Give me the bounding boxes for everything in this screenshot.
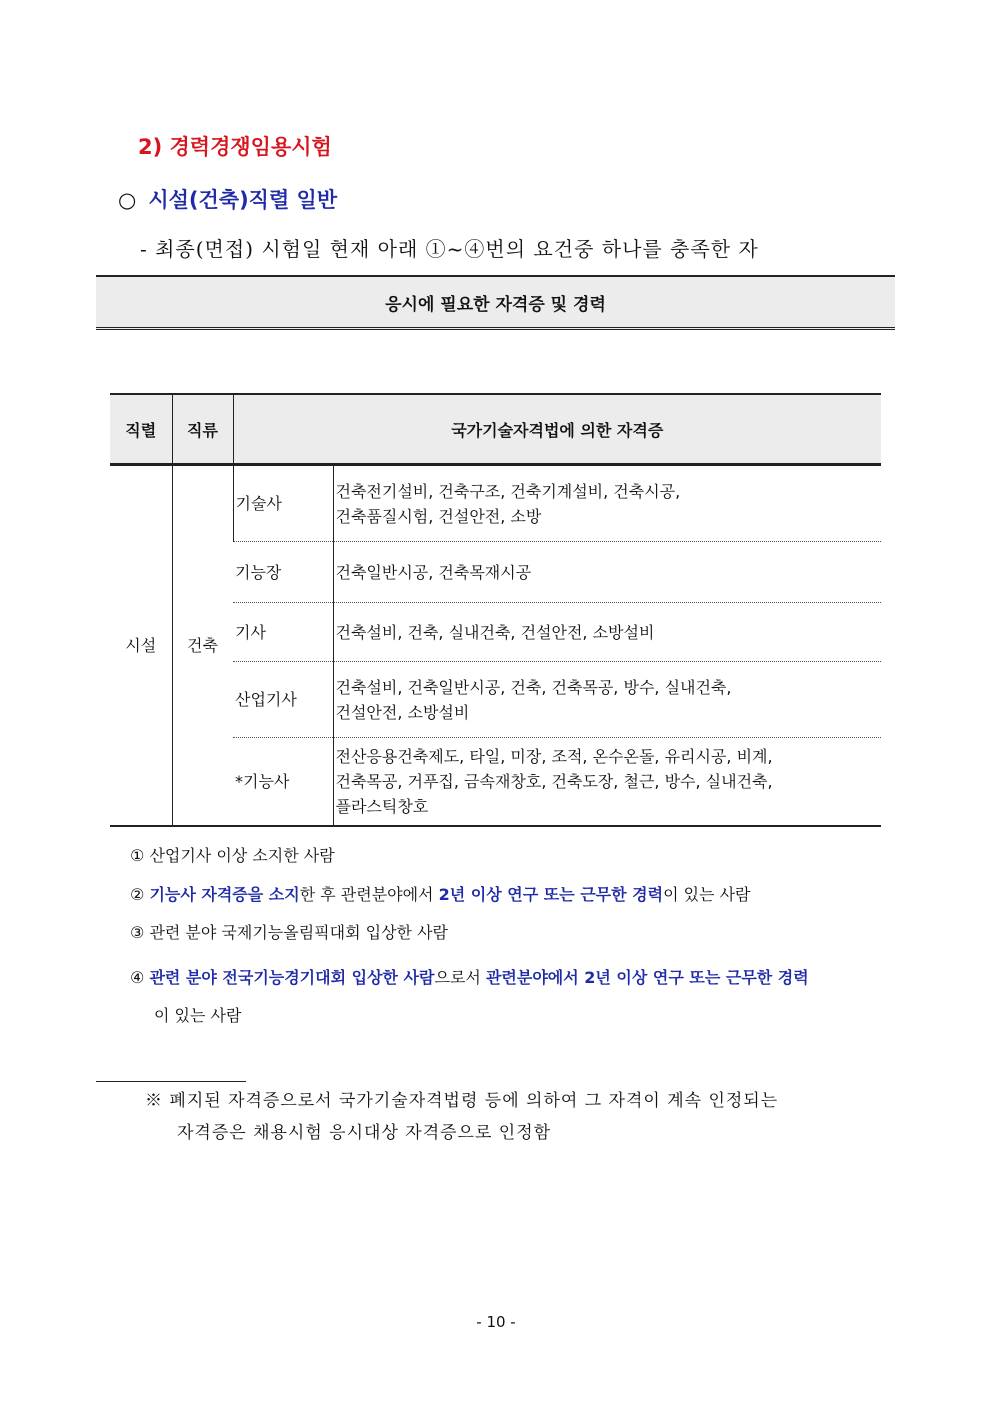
box-title	[96, 275, 895, 330]
note-line-1	[145, 1085, 905, 1117]
condition-text: 으로서	[434, 968, 486, 987]
condition-text: 이 있는 사람	[663, 885, 751, 904]
table-row	[110, 465, 881, 542]
certs-cell	[333, 465, 881, 542]
condition-text: 관련 분야 국제기능올림픽대회 입상한 사람	[149, 923, 448, 942]
condition-4	[130, 959, 890, 1035]
cert-line: 건축목공, 거푸집, 금속재창호, 건축도장, 철근, 방수, 실내건축,	[335, 771, 773, 791]
table-header-row	[110, 394, 881, 465]
certs-cell	[333, 738, 881, 826]
note-divider	[96, 1081, 246, 1082]
condition-highlight: 기능사 자격증을 소지	[149, 885, 300, 904]
condition-highlight: 2년 이상 연구 또는 근무한 경력	[438, 885, 664, 904]
grade-cell: 기능장	[233, 542, 333, 603]
footnote	[145, 1085, 905, 1149]
condition-text: 산업기사 이상 소지한 사람	[149, 846, 335, 865]
cert-line: 건설안전, 소방설비	[335, 702, 470, 722]
certs-cell	[333, 542, 881, 603]
grade-cell: *기능사	[233, 738, 333, 826]
condition-number: ④	[130, 968, 145, 987]
lead-text: - 최종(면접) 시험일 현재 아래 ①~④번의 요건중 하나를 충족한 자	[140, 237, 759, 261]
condition-3	[130, 920, 448, 943]
condition-number: ②	[130, 885, 145, 904]
condition-1	[130, 843, 335, 866]
grade-cell: 기술사	[233, 465, 333, 542]
note-line-2: 자격증은 채용시험 응시대상 자격증으로 인정함	[177, 1123, 552, 1143]
header-category: 직류	[172, 394, 233, 465]
bullet-circle: ○	[118, 188, 137, 212]
category-cell: 건축	[172, 465, 233, 826]
box-title-text: 응시에 필요한 자격증 및 경력	[385, 294, 606, 315]
cert-line: 플라스틱창호	[335, 796, 429, 816]
note-text: 폐지된 자격증으로서 국가기술자격법령 등에 의하여 그 자격이 계속 인정되는	[169, 1091, 779, 1111]
condition-number: ③	[130, 923, 145, 942]
condition-text: 한 후 관련분야에서	[299, 885, 439, 904]
header-series: 직렬	[110, 394, 172, 465]
condition-number: ①	[130, 846, 145, 865]
cert-line: 건축설비, 건축, 실내건축, 건설안전, 소방설비	[335, 622, 655, 642]
grade-cell: 산업기사	[233, 662, 333, 738]
certs-cell	[333, 603, 881, 662]
cert-line: 건축설비, 건축일반시공, 건축, 건축목공, 방수, 실내건축,	[335, 677, 732, 697]
cert-line: 건축일반시공, 건축목재시공	[335, 562, 532, 582]
grade-cell: 기사	[233, 603, 333, 662]
subsection-title	[118, 184, 337, 214]
subsection-title-text: 시설(건축)직렬 일반	[148, 188, 338, 212]
condition-highlight: 관련분야에서 2년 이상 연구 또는 근무한 경력	[485, 968, 809, 987]
condition-highlight: 관련 분야 전국기능경기대회 입상한 사람	[149, 968, 435, 987]
condition-2	[130, 882, 751, 905]
series-cell: 시설	[110, 465, 172, 826]
cert-line: 건축전기설비, 건축구조, 건축기계설비, 건축시공,	[335, 481, 681, 501]
cert-line: 전산응용건축제도, 타일, 미장, 조적, 온수온돌, 유리시공, 비계,	[335, 746, 773, 766]
qualification-table	[110, 393, 881, 827]
section-title: 2) 경력경쟁임용시험	[138, 135, 332, 159]
condition-text: 이 있는 사람	[154, 1006, 242, 1025]
note-mark: ※	[145, 1091, 163, 1111]
header-certificates: 국가기술자격법에 의한 자격증	[233, 394, 881, 465]
page-number: - 10 -	[476, 1313, 516, 1331]
certs-cell	[333, 662, 881, 738]
cert-line: 건축품질시험, 건설안전, 소방	[335, 506, 542, 526]
